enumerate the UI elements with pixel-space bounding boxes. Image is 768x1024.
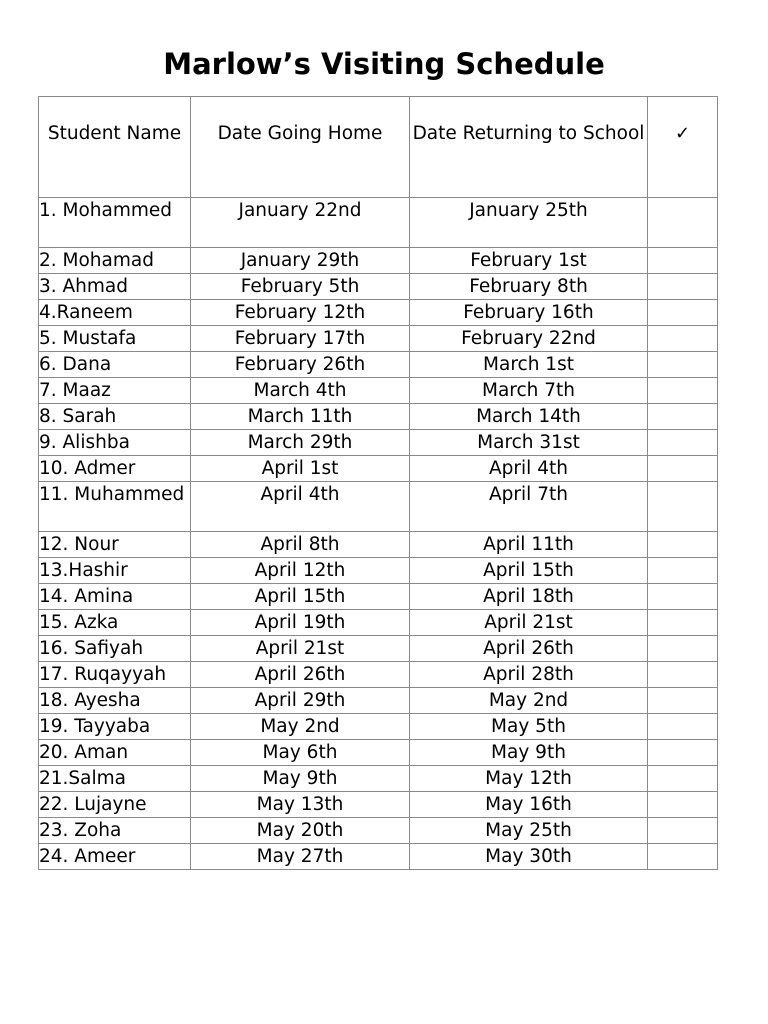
check-cell[interactable] — [648, 584, 718, 610]
date-returning-cell: February 22nd — [410, 326, 648, 352]
date-going-home-cell: January 22nd — [191, 198, 410, 248]
check-cell[interactable] — [648, 456, 718, 482]
table-row — [39, 430, 718, 456]
date-returning-cell: February 16th — [410, 300, 648, 326]
table-row — [39, 352, 718, 378]
date-returning-cell: April 28th — [410, 662, 648, 688]
check-cell[interactable] — [648, 844, 718, 870]
date-returning-cell: March 7th — [410, 378, 648, 404]
table-row — [39, 844, 718, 870]
header-check — [648, 97, 718, 198]
student-name-cell: 8. Sarah — [39, 404, 191, 430]
table-row — [39, 714, 718, 740]
check-cell[interactable] — [648, 326, 718, 352]
date-going-home-cell: February 5th — [191, 274, 410, 300]
check-cell[interactable] — [648, 352, 718, 378]
table-row — [39, 274, 718, 300]
date-returning-cell: April 21st — [410, 610, 648, 636]
date-going-home-cell: February 12th — [191, 300, 410, 326]
table-row — [39, 662, 718, 688]
table-row — [39, 404, 718, 430]
student-name-cell: 5. Mustafa — [39, 326, 191, 352]
check-cell[interactable] — [648, 300, 718, 326]
date-going-home-cell: April 1st — [191, 456, 410, 482]
student-name-cell: 11. Muhammed — [39, 482, 191, 532]
visiting-schedule-table — [38, 96, 718, 870]
check-cell[interactable] — [648, 532, 718, 558]
student-name-cell: 17. Ruqayyah — [39, 662, 191, 688]
check-cell[interactable] — [648, 818, 718, 844]
student-name-cell: 2. Mohamad — [39, 248, 191, 274]
check-cell[interactable] — [648, 378, 718, 404]
date-returning-cell: March 1st — [410, 352, 648, 378]
date-going-home-cell: May 9th — [191, 766, 410, 792]
check-cell[interactable] — [648, 198, 718, 248]
check-cell[interactable] — [648, 610, 718, 636]
date-returning-cell: April 4th — [410, 456, 648, 482]
student-name-cell: 6. Dana — [39, 352, 191, 378]
table-body — [39, 198, 718, 870]
date-returning-cell: March 14th — [410, 404, 648, 430]
date-returning-cell: April 26th — [410, 636, 648, 662]
student-name-cell: 15. Azka — [39, 610, 191, 636]
date-going-home-cell: April 4th — [191, 482, 410, 532]
table-row — [39, 818, 718, 844]
check-cell[interactable] — [648, 740, 718, 766]
header-date-going-home: Date Going Home — [191, 97, 410, 198]
check-cell[interactable] — [648, 482, 718, 532]
student-name-cell: 1. Mohammed — [39, 198, 191, 248]
table-row — [39, 636, 718, 662]
date-going-home-cell: May 27th — [191, 844, 410, 870]
check-cell[interactable] — [648, 766, 718, 792]
check-cell[interactable] — [648, 404, 718, 430]
date-going-home-cell: May 13th — [191, 792, 410, 818]
date-returning-cell: May 2nd — [410, 688, 648, 714]
table-row — [39, 300, 718, 326]
table-row — [39, 610, 718, 636]
date-returning-cell: February 8th — [410, 274, 648, 300]
date-returning-cell: May 25th — [410, 818, 648, 844]
date-going-home-cell: April 26th — [191, 662, 410, 688]
student-name-cell: 24. Ameer — [39, 844, 191, 870]
table-row — [39, 378, 718, 404]
table-row — [39, 766, 718, 792]
date-going-home-cell: April 12th — [191, 558, 410, 584]
date-returning-cell: May 12th — [410, 766, 648, 792]
student-name-cell: 23. Zoha — [39, 818, 191, 844]
student-name-cell: 9. Alishba — [39, 430, 191, 456]
date-going-home-cell: April 21st — [191, 636, 410, 662]
date-returning-cell: April 11th — [410, 532, 648, 558]
check-cell[interactable] — [648, 662, 718, 688]
table-row — [39, 792, 718, 818]
table-row — [39, 558, 718, 584]
date-going-home-cell: April 19th — [191, 610, 410, 636]
date-going-home-cell: April 29th — [191, 688, 410, 714]
date-going-home-cell: March 29th — [191, 430, 410, 456]
student-name-cell: 13.Hashir — [39, 558, 191, 584]
check-cell[interactable] — [648, 688, 718, 714]
header-student-name: Student Name — [39, 97, 191, 198]
date-going-home-cell: April 8th — [191, 532, 410, 558]
student-name-cell: 14. Amina — [39, 584, 191, 610]
date-returning-cell: May 5th — [410, 714, 648, 740]
table-row — [39, 688, 718, 714]
date-going-home-cell: January 29th — [191, 248, 410, 274]
check-cell[interactable] — [648, 792, 718, 818]
student-name-cell: 19. Tayyaba — [39, 714, 191, 740]
table-row — [39, 248, 718, 274]
checkmark-icon: ✓ — [674, 123, 691, 144]
check-cell[interactable] — [648, 714, 718, 740]
date-returning-cell: May 16th — [410, 792, 648, 818]
student-name-cell: 22. Lujayne — [39, 792, 191, 818]
table-row — [39, 584, 718, 610]
date-returning-cell: May 30th — [410, 844, 648, 870]
student-name-cell: 18. Ayesha — [39, 688, 191, 714]
table-row — [39, 326, 718, 352]
page-title: Marlow’s Visiting Schedule — [163, 47, 605, 81]
table-row — [39, 198, 718, 248]
date-going-home-cell: February 17th — [191, 326, 410, 352]
check-cell[interactable] — [648, 430, 718, 456]
student-name-cell: 12. Nour — [39, 532, 191, 558]
check-cell[interactable] — [648, 558, 718, 584]
check-cell[interactable] — [648, 248, 718, 274]
check-cell[interactable] — [648, 274, 718, 300]
table-header-row — [39, 97, 718, 198]
student-name-cell: 16. Safiyah — [39, 636, 191, 662]
student-name-cell: 7. Maaz — [39, 378, 191, 404]
date-returning-cell: April 7th — [410, 482, 648, 532]
table-row — [39, 532, 718, 558]
date-returning-cell: April 15th — [410, 558, 648, 584]
date-returning-cell: February 1st — [410, 248, 648, 274]
table-row — [39, 456, 718, 482]
check-cell[interactable] — [648, 636, 718, 662]
date-going-home-cell: May 2nd — [191, 714, 410, 740]
date-returning-cell: March 31st — [410, 430, 648, 456]
student-name-cell: 4.Raneem — [39, 300, 191, 326]
date-returning-cell: May 9th — [410, 740, 648, 766]
date-going-home-cell: March 4th — [191, 378, 410, 404]
date-returning-cell: January 25th — [410, 198, 648, 248]
date-going-home-cell: April 15th — [191, 584, 410, 610]
date-going-home-cell: May 20th — [191, 818, 410, 844]
header-date-returning: Date Returning to School — [410, 97, 648, 198]
date-returning-cell: April 18th — [410, 584, 648, 610]
student-name-cell: 10. Admer — [39, 456, 191, 482]
student-name-cell: 3. Ahmad — [39, 274, 191, 300]
table-row — [39, 482, 718, 532]
date-going-home-cell: May 6th — [191, 740, 410, 766]
date-going-home-cell: March 11th — [191, 404, 410, 430]
student-name-cell: 20. Aman — [39, 740, 191, 766]
student-name-cell: 21.Salma — [39, 766, 191, 792]
date-going-home-cell: February 26th — [191, 352, 410, 378]
table-row — [39, 740, 718, 766]
